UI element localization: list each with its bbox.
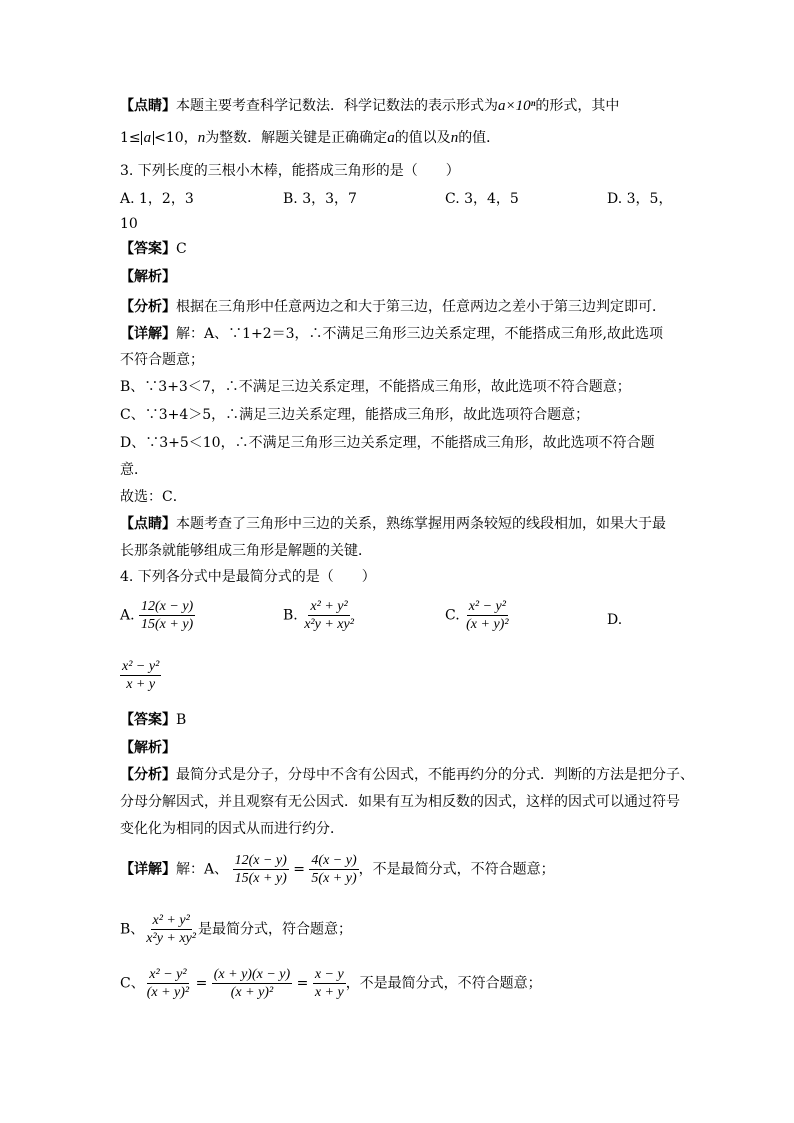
- q3-option-b: B. 3，3，7: [283, 191, 357, 207]
- q4-option-c: C. $\frac{\text{x² − y²}}{\text{(x + y)²}}$: [445, 599, 509, 632]
- q3-dianjing-2: 长那条就能够组成三角形是解题的关键．: [120, 543, 372, 559]
- q3-detail-4: C、∵3+4＞5，∴满足三边关系定理，能搭成三角形，故此选项符合题意；: [120, 407, 590, 423]
- q4-option-b: B. $\frac{\text{x² + y²}}{\text{x²y + xy²}}$: [283, 599, 354, 632]
- fraction-c: $\frac{\text{x² − y²}}{\text{(x + y)²}}$: [466, 599, 509, 632]
- q4-fenxi-3: 变化化为相同的因式从而进行约分．: [120, 821, 344, 837]
- dianjing-line-1: 【点睛】本题主要考查科学记数法．科学记数法的表示形式为a×10ⁿ的形式，其中: [120, 98, 620, 114]
- fraction-b: $\frac{\text{x² + y²}}{\text{x²y + xy²}}$: [304, 599, 354, 632]
- q3-answer: 【答案】C: [120, 241, 187, 257]
- abs-a: a: [141, 131, 155, 145]
- q3-option-d: D. 3，5，: [607, 191, 673, 207]
- question-3-stem: 3. 下列长度的三根小木棒，能搭成三角形的是（ ）: [120, 163, 460, 179]
- q4-option-d-fraction: [120, 658, 161, 693]
- q4-option-a: A. $\frac{12(x - y)}{15(x + y)}$: [120, 599, 194, 632]
- q3-jiexi: 【解析】: [120, 269, 176, 285]
- q4-answer: 【答案】B: [120, 712, 187, 728]
- fraction-d: $\frac{\text{x² − y²}}{x + y}$: [122, 659, 160, 692]
- q4-fenxi-2: 分母分解因式，并且观察有无公因式．如果有互为相反数的因式，这样的因式可以通过符号: [120, 794, 680, 810]
- dianjing-line-2: 1≤ a <10，n为整数．解题关键是正确确定a的值以及n的值．: [120, 130, 501, 146]
- q4-detail-a: 【详解】解：A、 $\frac{12(x - y)}{15(x + y)}$ = $\frac{4(x - y)}{5(x + y)}$ ，不是最简分式，不符合题意；: [120, 853, 555, 886]
- q4-jiexi: 【解析】: [120, 740, 176, 756]
- q4-option-d: D.: [607, 612, 623, 628]
- q3-option-c: C. 3，4，5: [445, 191, 519, 207]
- q3-fenxi: 【分析】根据在三角形中任意两边之和大于第三边，任意两边之差小于第三边判定即可．: [120, 299, 666, 315]
- q3-dianjing-1: 【点睛】本题考查了三角形中三边的关系，熟练掌握用两条较短的线段相加，如果大于最: [120, 516, 666, 532]
- q4-detail-b: B、 $\frac{\text{x² + y²}}{\text{x²y + xy²}}$ 是最简分式，符合题意；: [120, 913, 352, 946]
- q3-detail-7: 故选：C．: [120, 489, 187, 505]
- q3-detail-2: 不符合题意；: [120, 352, 204, 368]
- question-4-stem: 4. 下列各分式中是最简分式的是（ ）: [120, 569, 376, 585]
- q3-option-d-wrap: 10: [120, 216, 138, 232]
- q3-detail-1: 【详解】解：A、∵1+2＝3，∴不满足三角形三边关系定理，不能搭成三角形,故此选项: [120, 326, 664, 342]
- q3-detail-6: 意．: [120, 462, 148, 478]
- q3-option-a: A. 1，2，3: [120, 191, 194, 207]
- sci-notation: a×10ⁿ: [498, 98, 536, 114]
- dianjing-tag: 【点睛】: [120, 98, 176, 114]
- fraction-a: $\frac{12(x - y)}{15(x + y)}$: [141, 599, 194, 632]
- q3-detail-3: B、∵3+3＜7，∴不满足三边关系定理，不能搭成三角形，故此选项不符合题意；: [120, 379, 631, 395]
- q3-detail-5: D、∵3+5＜10，∴不满足三角形三边关系定理，不能搭成三角形，故此选项不符合题: [120, 435, 655, 451]
- q4-detail-c: C、 $\frac{\text{x² − y²}}{\text{(x + y)²}}$ = $\frac{(x + y)(x - y)}{\text{(x + y)²}}$ = $\frac{x - y}{x + y}$ ，不是最简分式，不符合题意；: [120, 967, 542, 1000]
- q4-fenxi-1: 【分析】最简分式是分子，分母中不含有公因式，不能再约分的分式．判断的方法是把分子、: [120, 767, 694, 783]
